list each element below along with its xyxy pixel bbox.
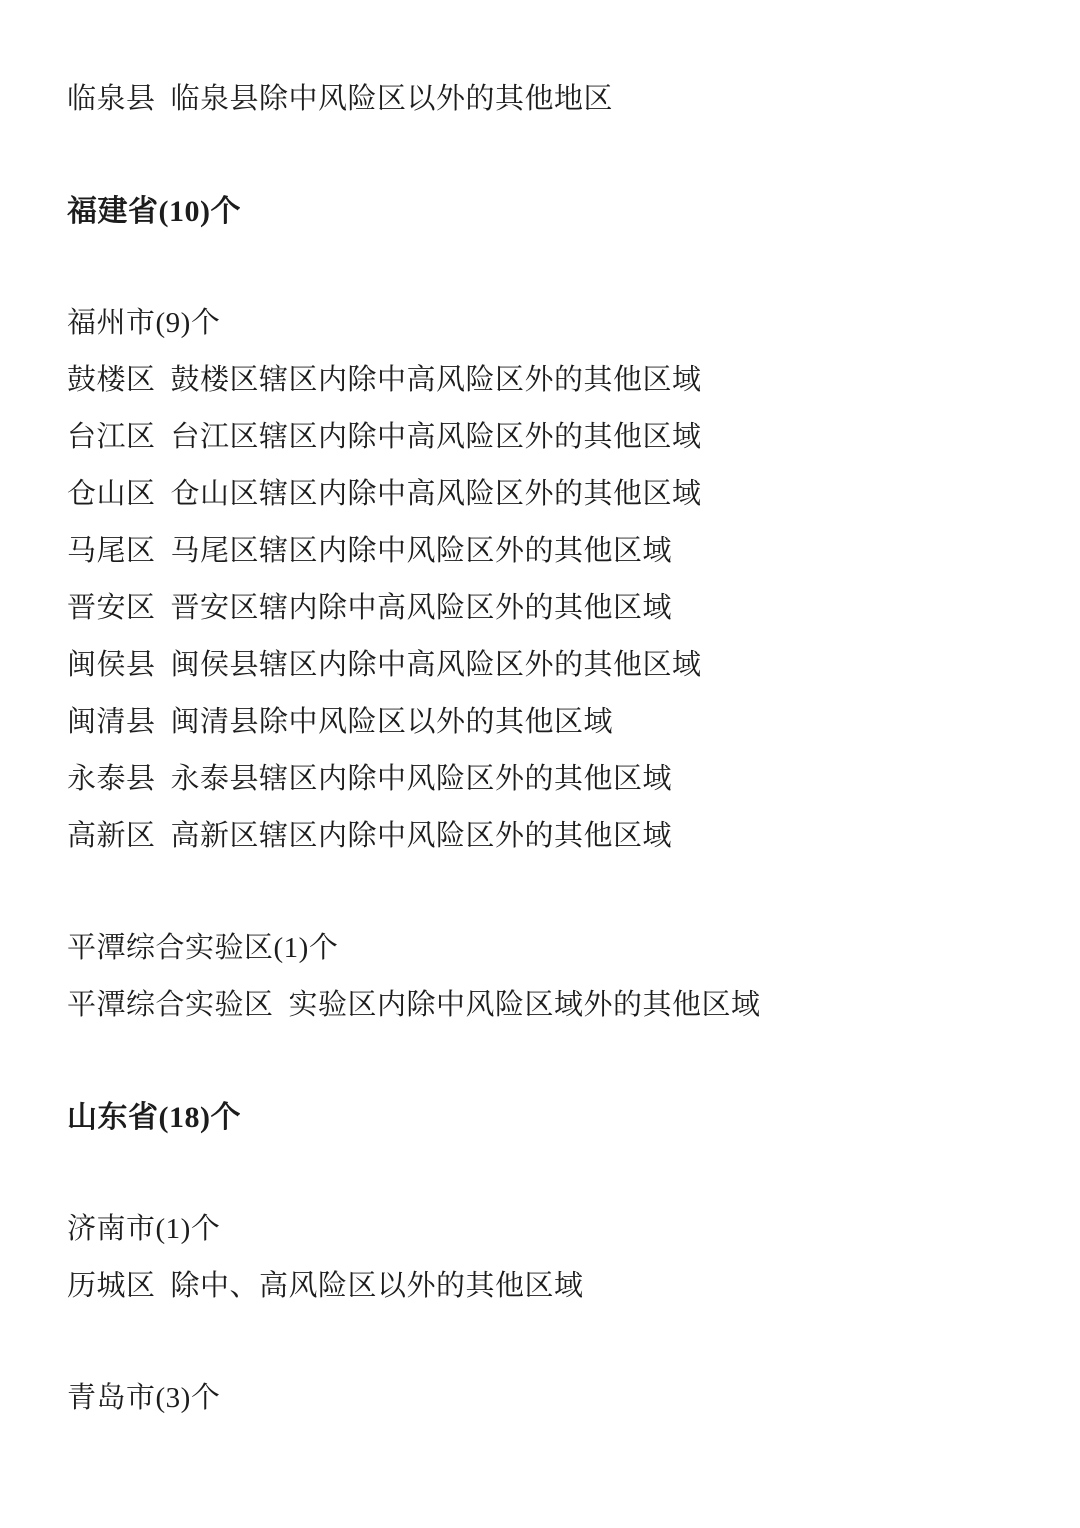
district-entry (67, 523, 1040, 580)
district-description: 马尾区辖区内除中风险区外的其他区域 (170, 535, 673, 567)
district-entry (67, 580, 1040, 637)
district-name: 临泉县 (67, 83, 156, 115)
district-entry (67, 409, 1040, 466)
district-description: 实验区内除中风险区域外的其他区域 (288, 989, 761, 1021)
district-description: 台江区辖区内除中高风险区外的其他区域 (170, 421, 702, 453)
district-entry (67, 751, 1040, 808)
district-name: 鼓楼区 (67, 364, 156, 396)
city-header-pingtan: 平潭综合实验区(1)个 (67, 932, 339, 964)
province-header-shandong: 山东省(18)个 (67, 1101, 241, 1134)
district-description: 鼓楼区辖区内除中高风险区外的其他区域 (170, 364, 702, 396)
district-name: 平潭综合实验区 (67, 989, 274, 1021)
district-description: 仓山区辖区内除中高风险区外的其他区域 (170, 478, 702, 510)
district-description: 临泉县除中风险区以外的其他地区 (170, 83, 614, 115)
district-entry (67, 352, 1040, 409)
district-description: 闽清县除中风险区以外的其他区域 (170, 706, 614, 738)
city-header-fuzhou: 福州市(9)个 (67, 307, 221, 339)
district-name: 仓山区 (67, 478, 156, 510)
district-entry (67, 71, 1040, 128)
district-description: 闽侯县辖区内除中高风险区外的其他区域 (170, 649, 702, 681)
district-name: 永泰县 (67, 763, 156, 795)
district-description: 高新区辖区内除中风险区外的其他区域 (170, 820, 673, 852)
district-entry (67, 977, 1040, 1034)
district-description: 晋安区辖内除中高风险区外的其他区域 (170, 592, 673, 624)
district-description: 永泰县辖区内除中风险区外的其他区域 (170, 763, 673, 795)
city-header-qingdao: 青岛市(3)个 (67, 1382, 221, 1414)
province-header-fujian: 福建省(10)个 (67, 195, 241, 228)
district-name: 高新区 (67, 820, 156, 852)
city-header-jinan: 济南市(1)个 (67, 1213, 221, 1245)
district-entry (67, 694, 1040, 751)
district-name: 闽清县 (67, 706, 156, 738)
district-name: 晋安区 (67, 592, 156, 624)
district-entry (67, 1258, 1040, 1315)
district-entry (67, 637, 1040, 694)
district-description: 除中、高风险区以外的其他区域 (170, 1270, 584, 1302)
district-name: 台江区 (67, 421, 156, 453)
district-name: 马尾区 (67, 535, 156, 567)
district-name: 历城区 (67, 1270, 156, 1302)
district-name: 闽侯县 (67, 649, 156, 681)
district-entry (67, 466, 1040, 523)
district-entry (67, 808, 1040, 865)
